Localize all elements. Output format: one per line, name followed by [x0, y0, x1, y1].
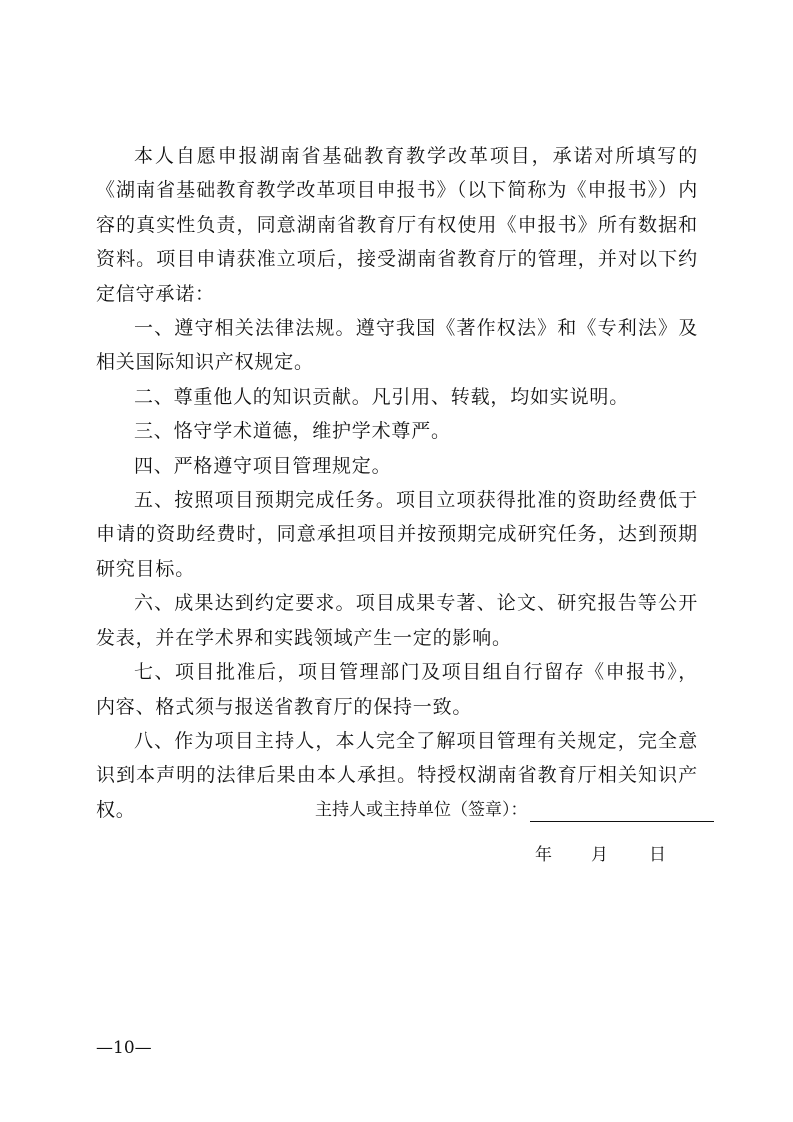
signature-line — [530, 799, 714, 822]
date-month-label: 月 — [591, 845, 608, 865]
commitment-item-5: 五、按照项目预期完成任务。项目立项获得批准的资助经费低于申请的资助经费时，同意承担项目并按预期完成研究任务，达到预期研究目标。 — [96, 489, 698, 580]
commitment-item-2: 二、尊重他人的知识贡献。凡引用、转载，均如实说明。 — [134, 385, 630, 408]
date-day-label: 日 — [649, 845, 666, 865]
page-number: —10— — [96, 1038, 152, 1058]
commitment-item-6: 六、成果达到约定要求。项目成果专著、论文、研究报告等公开发表，并在学术界和实践领域产生一定的影响。 — [96, 592, 698, 649]
declaration-intro-paragraph: 本人自愿申报湖南省基础教育教学改革项目，承诺对所填写的《湖南省基础教育教学改革项目申报书》（以下简称为《申报书》）内容的真实性负责，同意湖南省教育厅有权使用《申报书》所有数据和资料。项目申请获准立项后，接受湖南省教育厅的管理，并对以下约定信守承诺： — [96, 145, 698, 305]
declaration-body — [96, 139, 698, 827]
commitment-item-8: 八、作为项目主持人，本人完全了解项目管理有关规定，完全意识到本声明的法律后果由本人承担。特授权湖南省教育厅相关知识产权。 — [96, 729, 698, 821]
date-year-label: 年 — [535, 845, 552, 865]
commitment-item-4: 四、严格遵守项目管理规定。 — [134, 454, 392, 477]
commitment-item-7: 七、项目批准后，项目管理部门及项目组自行留存《申报书》，内容、格式须与报送省教育厅的保持一致。 — [96, 661, 698, 718]
commitment-item-1: 一、遵守相关法律法规。遵守我国《著作权法》和《专利法》及相关国际知识产权规定。 — [96, 317, 698, 374]
signature-label: 主持人或主持单位（签章）： — [315, 800, 528, 820]
commitment-item-3: 三、恪守学术道德，维护学术尊严。 — [134, 420, 451, 443]
signature-block — [315, 790, 714, 822]
